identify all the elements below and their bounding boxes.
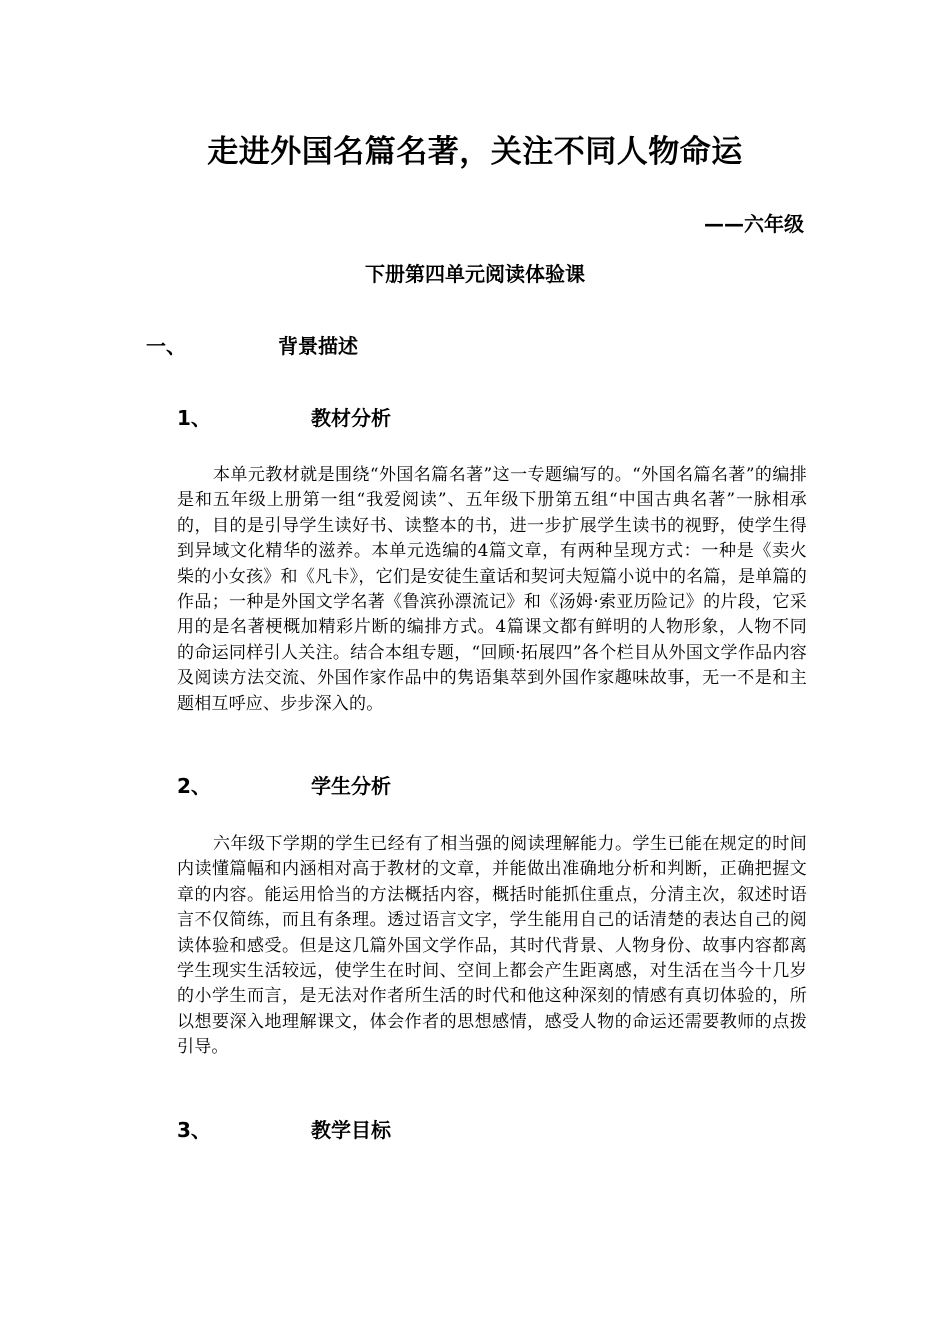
subsection-label: 学生分析 [311,774,391,798]
section-number: 一、 [146,334,186,358]
textbook-analysis-paragraph: 本单元教材就是围绕“外国名篇名著”这一专题编写的。“外国名篇名著”的编排是和五年级上册第一组“我爱阅读”、五年级下册第五组“中国古典名著”一脉相承的，目的是引导学生读好书、读整本的书，进一步扩展学生读书的视野，使学生得到异域文化精华的滋养。本单元选编的4篇文章，有两种呈现方式：一种是《卖火柴的小女孩》和《凡卡》，它们是安徒生童话和契诃夫短篇小说中的名篇，是单篇的作品；一种是外国文学名著《鲁滨孙漂流记》和《汤姆·索亚历险记》的片段，它采用的是名著梗概加精彩片断的编排方式。4篇课文都有鲜明的人物形象，人物不同的命运同样引人关注。结合本组专题，“回顾·拓展四”各个栏目从外国文学作品内容及阅读方法交流、外国作家作品中的隽语集萃到外国作家趣味故事，无一不是和主题相互呼应、步步深入的。 [177,465,807,714]
student-analysis-paragraph: 六年级下学期的学生已经有了相当强的阅读理解能力。学生已能在规定的时间内读懂篇幅和内涵相对高于教材的文章，并能做出准确地分析和判断，正确把握文章的内容。能运用恰当的方法概括内容，概括时能抓住重点，分清主次，叙述时语言不仅简练，而且有条理。透过语言文字，学生能用自己的话清楚的表达自己的阅读体验和感受。但是这几篇外国文学作品，其时代背景、人物身份、故事内容都离学生现实生活较远，使学生在时间、空间上都会产生距离感，对生活在当今十几岁的小学生而言，是无法对作者所生活的时代和他这种深刻的情感有真切体验的，所以想要深入地理解课文，体会作者的思想感情，感受人物的命运还需要教师的点拨引导。 [177,834,807,1058]
subsection-number: 3、 [177,1118,211,1142]
grade-subtitle: ——六年级 [704,212,804,236]
subsection-label: 教学目标 [311,1118,391,1142]
subsection-number: 1、 [177,406,211,430]
lesson-subtitle: 下册第四单元阅读体验课 [365,262,585,286]
subsection-heading-objectives [177,1116,391,1144]
subsection-heading-textbook [177,404,391,432]
subsection-heading-students [177,772,391,800]
section-heading-background [146,332,358,360]
subsection-label: 教材分析 [311,406,391,430]
subsection-number: 2、 [177,774,211,798]
document-title: 走进外国名篇名著，关注不同人物命运 [207,134,743,170]
section-label: 背景描述 [278,334,358,358]
